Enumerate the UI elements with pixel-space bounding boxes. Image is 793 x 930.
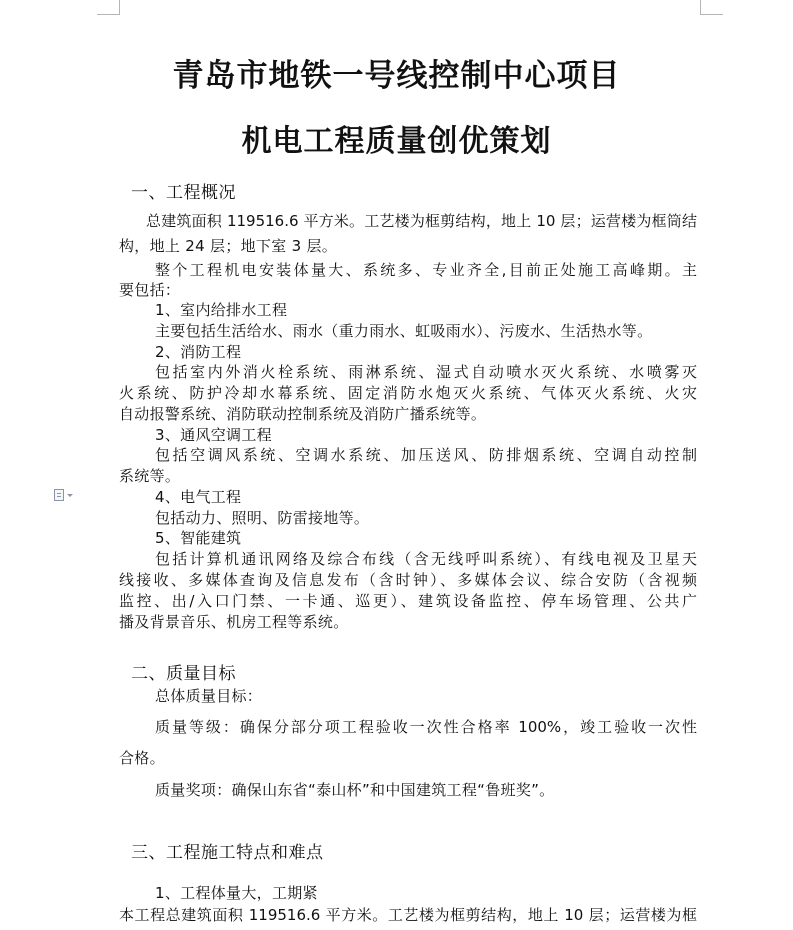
paragraph-line: 构，地上 24 层；地下室 3 层。 bbox=[119, 237, 338, 255]
section-heading-quality-goal: 二、质量目标 bbox=[131, 664, 236, 684]
list-item-body: 自动报警系统、消防联动控制系统及消防广播系统等。 bbox=[119, 405, 487, 423]
list-item-body: 包括室内外消火栓系统、雨淋系统、湿式自动喷水灭火系统、水喷雾灭 bbox=[155, 363, 697, 381]
page-corner-mark-left bbox=[97, 0, 120, 15]
document-icon bbox=[54, 489, 64, 501]
list-item-title: 2、消防工程 bbox=[155, 343, 242, 361]
paragraph-line: 整个工程机电安装体量大、系统多、专业齐全,目前正处施工高峰期。主 bbox=[155, 261, 697, 279]
list-item-body: 包括动力、照明、防雷接地等。 bbox=[155, 509, 370, 527]
quality-goal-label: 总体质量目标： bbox=[155, 687, 263, 705]
paragraph-line: 总建筑面积 119516.6 平方米。工艺楼为框剪结构，地上 10 层；运营楼为框筒结 bbox=[146, 212, 697, 230]
list-item-title: 1、工程体量大，工期紧 bbox=[155, 884, 318, 902]
paragraph-line: 要包括： bbox=[119, 281, 181, 299]
section-heading-overview: 一、工程概况 bbox=[131, 183, 236, 203]
page-corner-mark-right bbox=[700, 0, 723, 15]
list-item-body: 线接收、多媒体查询及信息发布（含时钟）、多媒体会议、综合安防（含视频 bbox=[119, 571, 697, 589]
list-item-title: 4、电气工程 bbox=[155, 488, 242, 506]
list-item-body: 系统等。 bbox=[119, 467, 181, 485]
list-item-title: 1、室内给排水工程 bbox=[155, 301, 288, 319]
quality-grade-line: 合格。 bbox=[119, 749, 165, 767]
list-item-body: 包括空调风系统、空调水系统、加压送风、防排烟系统、空调自动控制 bbox=[155, 446, 697, 464]
section-heading-features: 三、工程施工特点和难点 bbox=[131, 843, 324, 863]
list-item-title: 3、通风空调工程 bbox=[155, 426, 272, 444]
list-item-body: 播及背景音乐、机房工程等系统。 bbox=[119, 613, 349, 631]
paragraph-options-icon[interactable] bbox=[54, 488, 78, 502]
list-item-body: 火系统、防护冷却水幕系统、固定消防水炮灭火系统、气体灭火系统、火灾 bbox=[119, 384, 697, 402]
document-title: 青岛市地铁一号线控制中心项目 bbox=[172, 58, 621, 94]
dropdown-caret-icon bbox=[67, 494, 73, 497]
document-subtitle: 机电工程质量创优策划 bbox=[241, 124, 552, 159]
list-item-body: 监控、出/入口门禁、一卡通、巡更）、建筑设备监控、停车场管理、公共广 bbox=[119, 592, 697, 610]
quality-grade-line: 质量等级：确保分部分项工程验收一次性合格率 100%，竣工验收一次性 bbox=[155, 718, 697, 736]
list-item-body: 包括计算机通讯网络及综合布线（含无线呼叫系统）、有线电视及卫星天 bbox=[155, 550, 697, 568]
list-item-body: 主要包括生活给水、雨水（重力雨水、虹吸雨水）、污废水、生活热水等。 bbox=[155, 322, 653, 340]
list-item-title: 5、智能建筑 bbox=[155, 529, 242, 547]
list-item-body: 本工程总建筑面积 119516.6 平方米。工艺楼为框剪结构，地上 10 层；运营楼为框 bbox=[119, 906, 697, 924]
quality-award-line: 质量奖项：确保山东省“泰山杯”和中国建筑工程“鲁班奖”。 bbox=[155, 781, 555, 799]
